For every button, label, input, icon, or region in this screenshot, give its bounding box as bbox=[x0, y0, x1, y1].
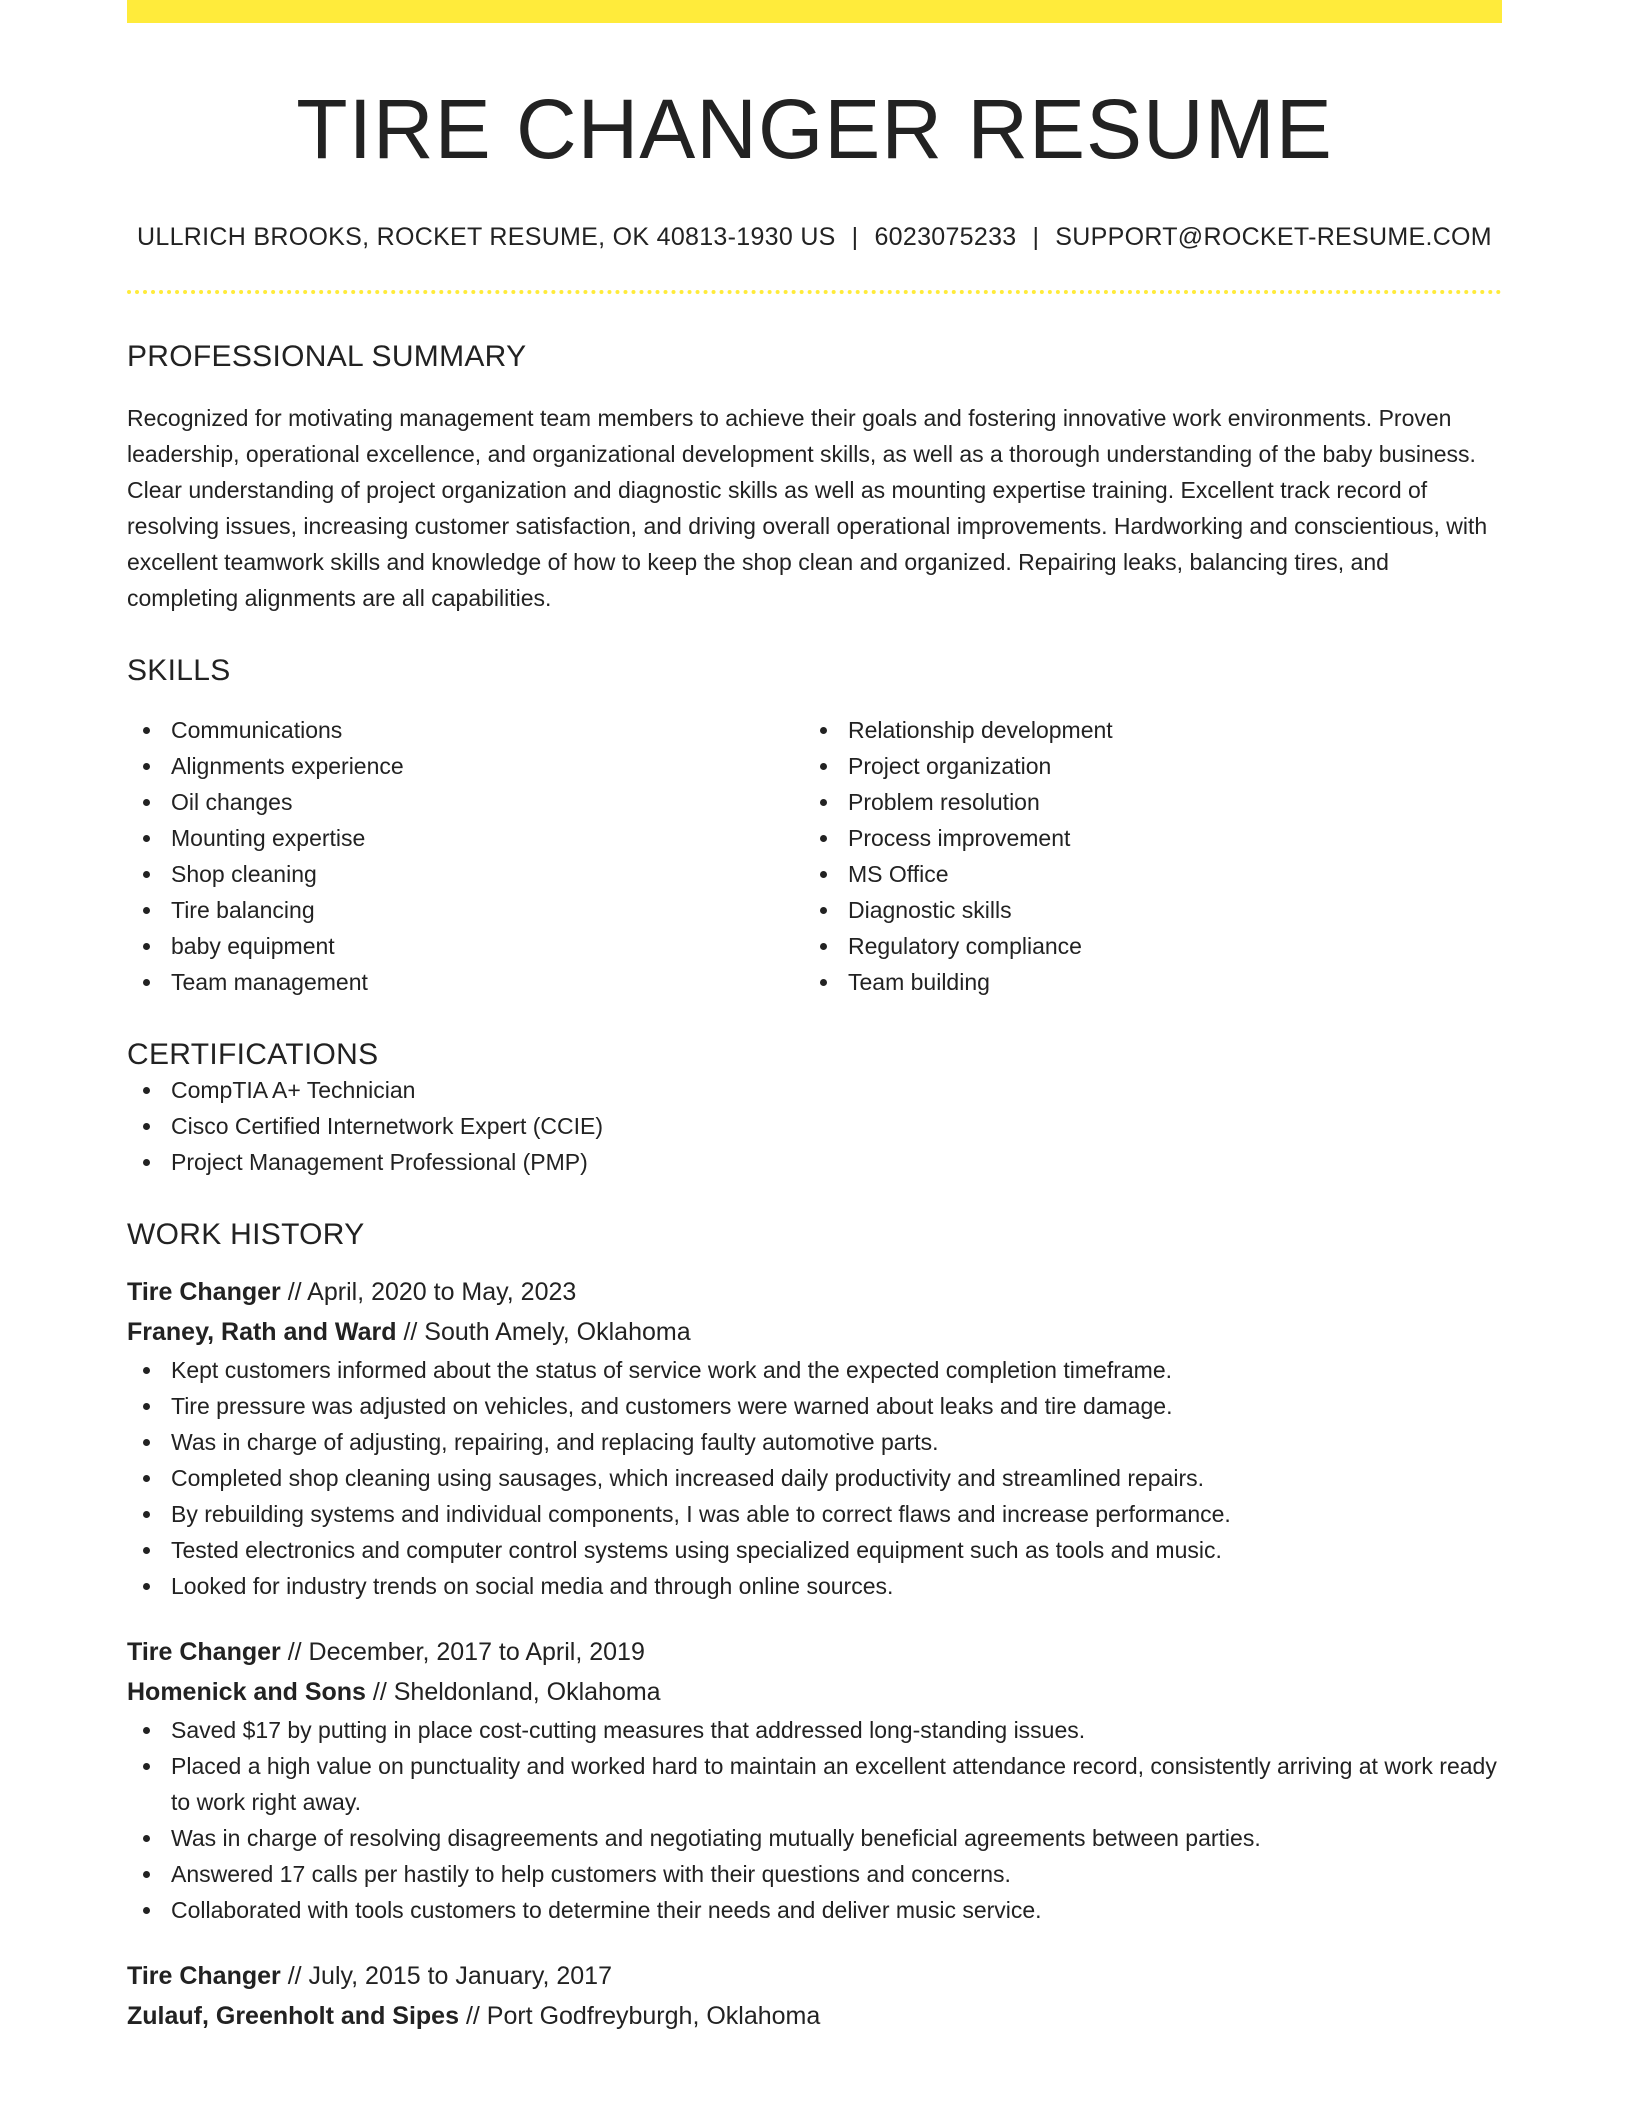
accent-top-bar bbox=[127, 0, 1502, 23]
job-duty-item-text: Was in charge of resolving disagreements and negotiating mutually beneficial agreements between parties. bbox=[171, 1825, 1261, 1852]
job-company-line bbox=[127, 1312, 1502, 1352]
bullet-dot-icon bbox=[143, 1835, 150, 1842]
skill-item bbox=[804, 820, 1481, 856]
skill-item-text: Process improvement bbox=[848, 825, 1071, 852]
job-company-line bbox=[127, 1672, 1502, 1712]
job-duty-item bbox=[127, 1460, 1502, 1496]
skill-item-text: Team building bbox=[848, 969, 990, 996]
bullet-dot-icon bbox=[143, 763, 150, 770]
bullet-dot-icon bbox=[143, 1475, 150, 1482]
job-title: Tire Changer bbox=[127, 1278, 281, 1307]
skill-item bbox=[127, 784, 804, 820]
bullet-dot-icon bbox=[143, 1583, 150, 1590]
job-duty-item-text: Placed a high value on punctuality and worked hard to maintain an excellent attendance record, consistently arriving at work ready to work right away. bbox=[171, 1753, 1497, 1816]
skill-item-text: Diagnostic skills bbox=[848, 897, 1012, 924]
skills-column-left bbox=[127, 712, 804, 1000]
skill-item-text: Alignments experience bbox=[171, 753, 404, 780]
job-duty-item-text: Saved $17 by putting in place cost-cutting measures that addressed long-standing issues. bbox=[171, 1717, 1086, 1744]
bullet-dot-icon bbox=[143, 1727, 150, 1734]
summary-heading: PROFESSIONAL SUMMARY bbox=[127, 340, 527, 374]
skill-item-text: Project organization bbox=[848, 753, 1052, 780]
skill-item bbox=[127, 928, 804, 964]
job-duty-item-text: Answered 17 calls per hastily to help customers with their questions and concerns. bbox=[171, 1861, 1011, 1888]
skill-item-text: Tire balancing bbox=[171, 897, 315, 924]
bullet-dot-icon bbox=[143, 871, 150, 878]
job-company-line bbox=[127, 1996, 1502, 2036]
skill-item bbox=[804, 892, 1481, 928]
bullet-dot-icon bbox=[143, 1511, 150, 1518]
bullet-dot-icon bbox=[820, 979, 827, 986]
skill-item bbox=[127, 820, 804, 856]
job-title-line bbox=[127, 1632, 1502, 1672]
certifications-heading: CERTIFICATIONS bbox=[127, 1038, 379, 1072]
job-title: Tire Changer bbox=[127, 1638, 281, 1667]
job-dates: // July, 2015 to January, 2017 bbox=[287, 1962, 612, 1991]
certification-item-text: Cisco Certified Internetwork Expert (CCIE) bbox=[171, 1113, 604, 1140]
job-company: Homenick and Sons bbox=[127, 1678, 366, 1707]
skill-item-text: baby equipment bbox=[171, 933, 335, 960]
job-company: Franey, Rath and Ward bbox=[127, 1318, 397, 1347]
certification-item-text: CompTIA A+ Technician bbox=[171, 1077, 416, 1104]
job-title: Tire Changer bbox=[127, 1962, 281, 1991]
job-title-line bbox=[127, 1272, 1502, 1312]
bullet-dot-icon bbox=[143, 1403, 150, 1410]
skill-item bbox=[804, 964, 1481, 1000]
job-duty-item bbox=[127, 1424, 1502, 1460]
skill-item bbox=[804, 856, 1481, 892]
contact-line bbox=[127, 223, 1502, 252]
skills-grid bbox=[127, 712, 1502, 1000]
bullet-dot-icon bbox=[143, 907, 150, 914]
resume-page bbox=[127, 0, 1502, 2036]
bullet-dot-icon bbox=[143, 1367, 150, 1374]
skill-item-text: Relationship development bbox=[848, 717, 1113, 744]
work-history-list bbox=[127, 1272, 1502, 2036]
skill-item-text: MS Office bbox=[848, 861, 949, 888]
skill-item bbox=[804, 784, 1481, 820]
bullet-dot-icon bbox=[143, 727, 150, 734]
job-duty-item bbox=[127, 1820, 1502, 1856]
skill-item bbox=[804, 748, 1481, 784]
skills-column-right bbox=[804, 712, 1481, 1000]
skill-item-text: Oil changes bbox=[171, 789, 293, 816]
contact-address: ULLRICH BROOKS, ROCKET RESUME, OK 40813-1930 US bbox=[137, 223, 836, 252]
contact-email: SUPPORT@ROCKET-RESUME.COM bbox=[1055, 223, 1492, 252]
bullet-dot-icon bbox=[820, 727, 827, 734]
job-entry bbox=[127, 1956, 1502, 2036]
skill-item bbox=[127, 856, 804, 892]
summary-text: Recognized for motivating management team members to achieve their goals and fostering innovative work environments. Proven leadership, operational excellence, and organizational development skills, as well as a thorough understanding of the baby business. Clear understanding of project organization and diagnostic skills as well as mounting expertise training. Excellent track record of resolving issues, increasing customer satisfaction, and driving overall operational improvements. Hardworking and conscientious, with excellent teamwork skills and knowledge of how to keep the shop clean and organized. Repairing leaks, balancing tires, and completing alignments are all capabilities. bbox=[127, 405, 1488, 612]
job-location: // South Amely, Oklahoma bbox=[403, 1318, 691, 1347]
bullet-dot-icon bbox=[143, 1087, 150, 1094]
bullet-dot-icon bbox=[143, 1439, 150, 1446]
job-dates: // December, 2017 to April, 2019 bbox=[287, 1638, 645, 1667]
bullet-dot-icon bbox=[143, 1547, 150, 1554]
job-duty-item-text: Tested electronics and computer control systems using specialized equipment such as tools and music. bbox=[171, 1537, 1222, 1564]
bullet-dot-icon bbox=[143, 943, 150, 950]
certifications-list bbox=[127, 1072, 1502, 1180]
skill-item bbox=[804, 928, 1481, 964]
bullet-dot-icon bbox=[143, 1907, 150, 1914]
skills-heading: SKILLS bbox=[127, 654, 231, 688]
bullet-dot-icon bbox=[820, 871, 827, 878]
bullet-dot-icon bbox=[143, 1871, 150, 1878]
job-duties-list bbox=[127, 1712, 1502, 1928]
skill-item bbox=[127, 892, 804, 928]
job-location: // Sheldonland, Oklahoma bbox=[372, 1678, 661, 1707]
contact-separator: | bbox=[1032, 223, 1040, 252]
job-duty-item bbox=[127, 1568, 1502, 1604]
job-duties-list bbox=[127, 1352, 1502, 1604]
job-duty-item bbox=[127, 1532, 1502, 1568]
job-entry bbox=[127, 1272, 1502, 1604]
skill-item-text: Problem resolution bbox=[848, 789, 1040, 816]
skill-item-text: Team management bbox=[171, 969, 368, 996]
job-duty-item bbox=[127, 1892, 1502, 1928]
job-duty-item bbox=[127, 1388, 1502, 1424]
bullet-dot-icon bbox=[143, 1159, 150, 1166]
skill-item bbox=[127, 712, 804, 748]
skill-item-text: Mounting expertise bbox=[171, 825, 366, 852]
job-duty-item-text: Was in charge of adjusting, repairing, and replacing faulty automotive parts. bbox=[171, 1429, 939, 1456]
job-dates: // April, 2020 to May, 2023 bbox=[287, 1278, 577, 1307]
job-duty-item-text: Kept customers informed about the status of service work and the expected completion timeframe. bbox=[171, 1357, 1172, 1384]
skill-item-text: Communications bbox=[171, 717, 343, 744]
job-duty-item-text: Completed shop cleaning using sausages, which increased daily productivity and streamlined repairs. bbox=[171, 1465, 1205, 1492]
bullet-dot-icon bbox=[143, 799, 150, 806]
skill-item bbox=[127, 964, 804, 1000]
job-duty-item bbox=[127, 1748, 1502, 1820]
skill-item-text: Shop cleaning bbox=[171, 861, 317, 888]
certification-item bbox=[127, 1072, 1502, 1108]
bullet-dot-icon bbox=[143, 835, 150, 842]
job-duty-item bbox=[127, 1352, 1502, 1388]
skills-list-left bbox=[127, 712, 804, 1000]
job-duty-item bbox=[127, 1856, 1502, 1892]
job-entry bbox=[127, 1632, 1502, 1928]
bullet-dot-icon bbox=[143, 979, 150, 986]
certification-item bbox=[127, 1144, 1502, 1180]
work-history-heading: WORK HISTORY bbox=[127, 1218, 365, 1252]
contact-separator: | bbox=[851, 223, 859, 252]
resume-title: TIRE CHANGER RESUME bbox=[296, 82, 1333, 176]
dotted-divider bbox=[127, 290, 1502, 294]
bullet-dot-icon bbox=[820, 799, 827, 806]
job-duty-item bbox=[127, 1496, 1502, 1532]
skills-list-right bbox=[804, 712, 1481, 1000]
job-location: // Port Godfreyburgh, Oklahoma bbox=[465, 2002, 821, 2031]
contact-phone: 6023075233 bbox=[874, 223, 1017, 252]
skill-item-text: Regulatory compliance bbox=[848, 933, 1082, 960]
bullet-dot-icon bbox=[143, 1763, 150, 1770]
bullet-dot-icon bbox=[143, 1123, 150, 1130]
job-duty-item bbox=[127, 1712, 1502, 1748]
bullet-dot-icon bbox=[820, 943, 827, 950]
certification-item bbox=[127, 1108, 1502, 1144]
job-duty-item-text: By rebuilding systems and individual components, I was able to correct flaws and increase performance. bbox=[171, 1501, 1231, 1528]
bullet-dot-icon bbox=[820, 763, 827, 770]
job-duty-item-text: Tire pressure was adjusted on vehicles, and customers were warned about leaks and tire damage. bbox=[171, 1393, 1173, 1420]
job-duty-item-text: Looked for industry trends on social media and through online sources. bbox=[171, 1573, 894, 1600]
bullet-dot-icon bbox=[820, 907, 827, 914]
skill-item bbox=[127, 748, 804, 784]
bullet-dot-icon bbox=[820, 835, 827, 842]
certification-item-text: Project Management Professional (PMP) bbox=[171, 1149, 588, 1176]
skill-item bbox=[804, 712, 1481, 748]
job-title-line bbox=[127, 1956, 1502, 1996]
job-company: Zulauf, Greenholt and Sipes bbox=[127, 2002, 459, 2031]
job-duty-item-text: Collaborated with tools customers to determine their needs and deliver music service. bbox=[171, 1897, 1042, 1924]
